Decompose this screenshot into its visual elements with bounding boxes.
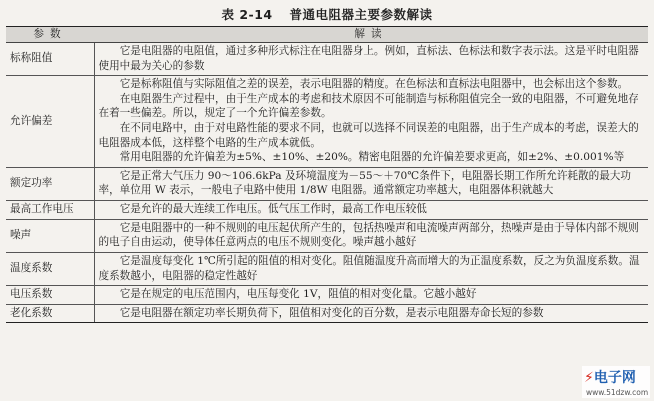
description-paragraph: 它是正常大气压力 90～106.6kPa 及环境温度为－55～＋70℃条件下，电阻器长期工作所允许耗散的最大功率，单位用 W 表示，一般电子电路中使用 1/8W 电阻器。通常额定功率越大，电阻器体积就越大 [98, 169, 631, 197]
description-paragraph: 它是电阻器中的一种不规则的电压起伏所产生的，包括热噪声和电流噪声两部分，热噪声是由于导体内部不规则的电子自由运动，使导体任意两点的电压不规则变化。噪声越小越好 [98, 221, 639, 249]
watermark-text: 电子网 [593, 370, 636, 386]
param-name: 标称阻值 [6, 43, 94, 76]
table-row [6, 167, 648, 200]
table-row [6, 76, 648, 168]
description-paragraph: 它是标称阻值与实际阻值之差的误差，表示电阻器的精度。在色标法和直标法电阻器中，也会标出这个参数。 [119, 78, 629, 91]
table-header-row [6, 27, 648, 43]
param-name: 电压系数 [6, 286, 94, 305]
param-name: 最高工作电压 [6, 201, 94, 220]
param-description [94, 43, 648, 76]
param-description [94, 201, 648, 220]
description-paragraph: 常用电阻器的允许偏差为±5%、±10%、±20%。精密电阻器的允许偏差要求更高，如±2%、±0.001%等 [119, 151, 625, 164]
description-paragraph: 它是电阻器的电阻值，通过多种形式标注在电阻器身上。例如，直标法、色标法和数字表示法。这是平时电阻器使用中最为关心的参数 [98, 45, 639, 72]
table-row [6, 201, 648, 220]
lightning-icon: ⚡ [584, 370, 594, 386]
table-caption: 普通电阻器主要参数解读 [289, 7, 433, 22]
table-row [6, 219, 648, 252]
param-description [94, 252, 648, 285]
table-row [6, 43, 648, 76]
param-description [94, 167, 648, 200]
param-description [94, 219, 648, 252]
description-paragraph: 它是在规定的电压范围内，电压每变化 1V，阻值的相对变化量。它越小越好 [119, 288, 477, 301]
param-name: 老化系数 [6, 304, 94, 323]
description-paragraph: 它是允许的最大连续工作电压。低气压工作时，最高工作电压较低 [119, 203, 427, 216]
table-number: 表 2-14 [221, 7, 273, 22]
table-row [6, 286, 648, 305]
watermark-logo [582, 366, 650, 398]
description-paragraph: 在不同电路中，由于对电路性能的要求不同，也就可以选择不同误差的电阻器，出于生产成本的考虑，误差大的电阻器成本低，这样整个电路的生产成本就低。 [98, 122, 639, 149]
description-paragraph: 在电阻器生产过程中，由于生产成本的考虑和技术原因不可能制造与标称阻值完全一致的电阻器，不可避免地存在着一些偏差。所以，规定了一个允许偏差参数。 [98, 92, 639, 120]
description-paragraph: 它是温度每变化 1℃所引起的阻值的相对变化。阻值随温度升高而增大的为正温度系数，反之为负温度系数。温度系数越小，电阻器的稳定性越好 [98, 254, 640, 282]
table-row [6, 252, 648, 285]
watermark-brand [584, 367, 636, 387]
param-name: 温度系数 [6, 252, 94, 285]
watermark-url: www.51dzw.com [586, 388, 649, 397]
param-name: 允许偏差 [6, 76, 94, 168]
table-row [6, 304, 648, 323]
param-description [94, 304, 648, 323]
param-name: 噪声 [6, 219, 94, 252]
parameter-table [6, 26, 648, 323]
param-description [94, 76, 648, 168]
header-desc: 解读 [94, 27, 648, 43]
description-paragraph: 它是电阻器在额定功率长期负荷下，阻值相对变化的百分数，是表示电阻器寿命长短的参数 [119, 306, 544, 319]
param-description [94, 286, 648, 305]
table-title [0, 5, 654, 23]
param-name: 额定功率 [6, 167, 94, 200]
header-param: 参数 [6, 27, 94, 43]
